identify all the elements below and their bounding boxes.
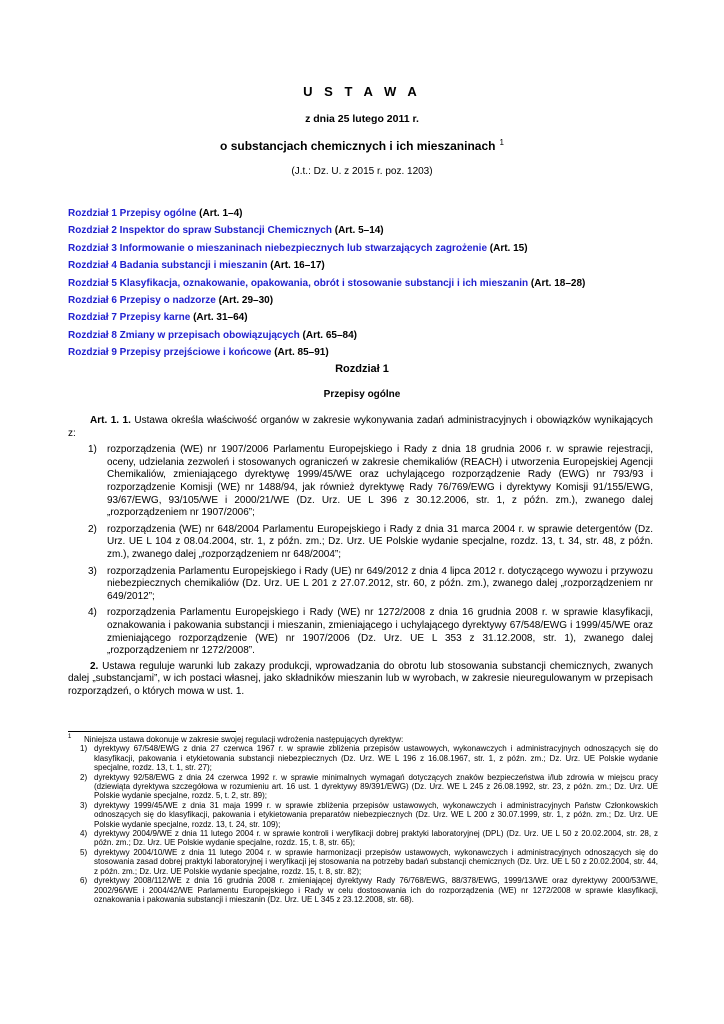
footnote-item-text: dyrektywy 2008/112/WE z dnia 16 grudnia 2008 r. zmieniającej dyrektywy Rady 76/768/EWG, 88/378/EWG, 1999/13/WE oraz dyrektywy 2000/53/WE, 2002/96/WE i 2004/42/WE Parlamentu Europejskiego i Rady w celu dostosowania ich do rozporządzenia (WE) nr 1272/2008 w sprawie klasyfikacji, oznakowania i pakowania substancji i mieszanin (Dz. Urz. UE L 345 z 23.12.2008, str. 68).: [94, 876, 658, 904]
footnote-intro: [68, 735, 658, 744]
list-item: [88, 444, 653, 520]
article-body: [68, 415, 653, 698]
document-date: z dnia 25 lutego 2011 r.: [305, 113, 419, 125]
toc-link-chapter-8[interactable]: Rozdział 8 Zmiany w przepisach obowiązujących: [68, 329, 300, 341]
toc-articles: (Art. 5–14): [334, 225, 384, 237]
footnote-item-number: 2): [80, 772, 88, 782]
article-1-paragraph: [68, 415, 653, 440]
item-text: rozporządzenia (WE) nr 648/2004 Parlamentu Europejskiego i Rady z dnia 31 marca 2004 r. w sprawie detergentów (Dz. Urz. UE L 104 z 08.04.2004, str. 1, z późn. zm.; Dz. Urz. UE Polskie wydanie specjalne, rozdz. 13, t. 34, str. 48, z późn. zm.), zwanego dalej „rozporządzeniem nr 648/2004”;: [107, 523, 653, 560]
toc-item: [68, 205, 668, 222]
toc-item: [68, 344, 668, 361]
chapter-subtitle: Przepisy ogólne: [323, 389, 401, 400]
item-number: 3): [88, 565, 97, 577]
footnote-marker: 1: [68, 734, 72, 740]
toc-articles: (Art. 1–4): [199, 208, 243, 219]
footnote-item: [80, 848, 658, 876]
footnote-item: [80, 801, 658, 829]
subject-text: o substancjach chemicznych i ich mieszaninach: [220, 139, 496, 153]
footnote-item-text: dyrektywy 2004/10/WE z dnia 11 lutego 2004 r. w sprawie harmonizacji przepisów ustawowych, wykonawczych i administracyjnych odnoszących się do stosowania zasad dobrej praktyki laboratoryjnej i weryfikacji jej stosowania na potrzeby badań substancji chemicznych (Dz. Urz. UE L 50 z 20.02.2004, str. 44, z późn. zm.; Dz. Urz. UE Polskie wydanie specjalne, rozdz. 15, t. 8, str. 82);: [94, 847, 658, 876]
toc-link-chapter-1[interactable]: Rozdział 1 Przepisy ogólne: [68, 208, 197, 219]
item-number: 2): [88, 523, 97, 535]
toc-link-chapter-4[interactable]: Rozdział 4 Badania substancji i mieszanin: [68, 260, 268, 272]
footnote-item-text: dyrektywy 1999/45/WE z dnia 31 maja 1999 r. w sprawie zbliżenia przepisów ustawowych, wykonawczych i administracyjnych Państw Członkowskich odnoszących się do klasyfikacji, pakowania i etykietowania preparatów niebezpiecznych (Dz. Urz. WE L 200 z 30.07.1999, str. 1, z późn. zm.; Dz. Urz. UE Polskie wydanie specjalne, rozdz. 13, t. 24, str. 109);: [94, 800, 658, 829]
article-label: Art. 1. 1.: [90, 415, 131, 426]
toc-item: [68, 257, 668, 274]
toc-articles: (Art. 16–17): [270, 260, 325, 272]
footnote-item-number: 5): [80, 847, 88, 857]
footnote-divider: [68, 731, 236, 732]
list-item: [88, 524, 653, 562]
item-text: rozporządzenia Parlamentu Europejskiego i Rady (WE) nr 1272/2008 z dnia 16 grudnia 2008 r. w sprawie klasyfikacji, oznakowania i pakowania substancji i mieszanin, zmieniającego i uchylającego dyrektywy 67/548/EWG i 1999/45/WE oraz zmieniającego rozporządzenie (WE) nr 1907/2006 (Dz. Urz. UE L 353 z 31.12.2008, str. 1), zwanego dalej „rozporządzeniem nr 1272/2008”.: [107, 607, 653, 657]
toc-item: [68, 292, 668, 309]
list-item: [88, 607, 653, 657]
footnote-item-number: 6): [80, 876, 88, 886]
footnote-item-number: 3): [80, 800, 88, 810]
footnote-item: [80, 876, 658, 904]
toc-link-chapter-7[interactable]: Rozdział 7 Przepisy karne: [68, 312, 191, 324]
toc-articles: (Art. 31–64): [193, 312, 248, 324]
toc-item: [68, 327, 668, 344]
item-number: 4): [88, 607, 97, 619]
toc-link-chapter-6[interactable]: Rozdział 6 Przepisy o nadzorze: [68, 294, 216, 306]
toc-item: [68, 275, 668, 292]
footnote-item-text: dyrektywy 2004/9/WE z dnia 11 lutego 2004 r. w sprawie kontroli i weryfikacji dobrej praktyki laboratoryjnej (DPL) (Dz. Urz. UE L 50 z 20.02.2004, str. 28, z późn. zm.; Dz. Urz. UE Polskie wydanie specjalne, rozdz. 15, t. 8, str. 65);: [94, 829, 658, 848]
item-text: rozporządzenia Parlamentu Europejskiego i Rady (UE) nr 649/2012 z dnia 4 lipca 2012 r. dotyczącego wywozu i przywozu niebezpiecznych chemikaliów (Dz. Urz. UE L 201 z 27.07.2012, str. 60, z późn. zm.), zwanego dalej „rozporządzeniem nr 649/2012”;: [107, 565, 653, 602]
article-text: Ustawa określa właściwość organów w zakresie wykonywania zadań administracyjnych i obowiązków wynikających z:: [68, 415, 653, 439]
footnote-item-text: dyrektywy 92/58/EWG z dnia 24 czerwca 1992 r. w sprawie minimalnych wymagań dotyczących znaków bezpieczeństwa i/lub zdrowia w miejscu pracy (dziewiąta dyrektywa szczegółowa w rozumieniu art. 16 ust. 1 dyrektywy 89/391/EWG) (Dz. Urz. WE L 245 z 26.08.1992, str. 23, z późn. zm.; Dz. Urz. UE Polskie wydanie specjalne, rozdz. 5, t. 2, str. 89);: [94, 772, 658, 801]
toc-item: [68, 309, 668, 326]
table-of-contents: [68, 205, 668, 362]
item-text: rozporządzenia (WE) nr 1907/2006 Parlamentu Europejskiego i Rady z dnia 18 grudnia 2006 r. w sprawie rejestracji, oceny, udzielania zezwoleń i stosowanych ograniczeń w zakresie chemikaliów (REACH) i utworzenia Europejskiej Agencji Chemikaliów, zmieniającego dyrektywę 1999/45/WE oraz uchylającego rozporządzenie Rady (EWG) nr 793/93 i rozporządzenie Komisji (WE) nr 1488/94, jak również dyrektywę Rady 76/769/EWG i dyrektywy Komisji 91/155/EWG, 93/67/EWG, 93/105/WE i 2000/21/WE (Dz. Urz. UE L 396 z 30.12.2006, str. 1, z późn. zm.), zwanego dalej „rozporządzeniem nr 1907/2006”;: [107, 444, 653, 519]
toc-articles: (Art. 18–28): [530, 277, 586, 289]
toc-link-chapter-5[interactable]: Rozdział 5 Klasyfikacja, oznakowanie, opakowania, obrót i stosowanie substancji i ich mieszanin: [68, 277, 529, 289]
toc-articles: (Art. 85–91): [274, 347, 329, 359]
list-item: [88, 566, 653, 604]
footnote-intro-text: Niniejsza ustawa dokonuje w zakresie swojej regulacji wdrożenia następujących dyrektyw:: [84, 735, 404, 744]
article-1-paragraph-2: [68, 661, 653, 699]
footnote-item: [80, 829, 658, 848]
footnote-item: [80, 773, 658, 801]
toc-link-chapter-9[interactable]: Rozdział 9 Przepisy przejściowe i końcowe: [68, 347, 272, 359]
paragraph-text: Ustawa reguluje warunki lub zakazy produkcji, wprowadzania do obrotu lub stosowania substancji chemicznych, zwanych dalej „substancjami”, w ich postaci własnej, jako składników mieszanin lub w wyrobach, w zakresie nieuregulowanym w przepisach rozporządzeń, o których mowa w ust. 1.: [68, 660, 653, 697]
chapter-title: Rozdział 1: [335, 363, 389, 375]
document-title: U S T A W A: [303, 84, 421, 99]
toc-link-chapter-2[interactable]: Rozdział 2 Inspektor do spraw Substancji Chemicznych: [68, 225, 332, 237]
toc-link-chapter-3[interactable]: Rozdział 3 Informowanie o mieszaninach niebezpiecznych lub stwarzających zagrożenie: [68, 242, 487, 254]
document-subject: [0, 138, 724, 153]
toc-articles: (Art. 65–84): [302, 329, 357, 341]
footnote-item-number: 1): [80, 744, 88, 754]
footnote-item-text: dyrektywy 67/548/EWG z dnia 27 czerwca 1967 r. w sprawie zbliżenia przepisów ustawowych, wykonawczych i administracyjnych odnoszących się do klasyfikacji, pakowania i etykietowania substancji niebezpiecznych (Dz. Urz. WE L 196 z 16.08.1967, str. 1, z późn. zm.; Dz. Urz. UE Polskie wydanie specjalne, rozdz. 13, t. 1, str. 27);: [94, 744, 658, 773]
footnote-item: [80, 744, 658, 772]
paragraph-label: 2.: [90, 660, 99, 672]
toc-articles: (Art. 29–30): [218, 294, 274, 306]
item-number: 1): [88, 444, 97, 456]
footnote-item-number: 4): [80, 829, 88, 839]
footnote-reference[interactable]: 1: [499, 138, 504, 147]
toc-articles: (Art. 15): [489, 242, 528, 254]
footnotes: [68, 735, 658, 904]
toc-item: [68, 240, 668, 257]
document-source: (J.t.: Dz. U. z 2015 r. poz. 1203): [291, 166, 433, 177]
toc-item: [68, 222, 668, 239]
